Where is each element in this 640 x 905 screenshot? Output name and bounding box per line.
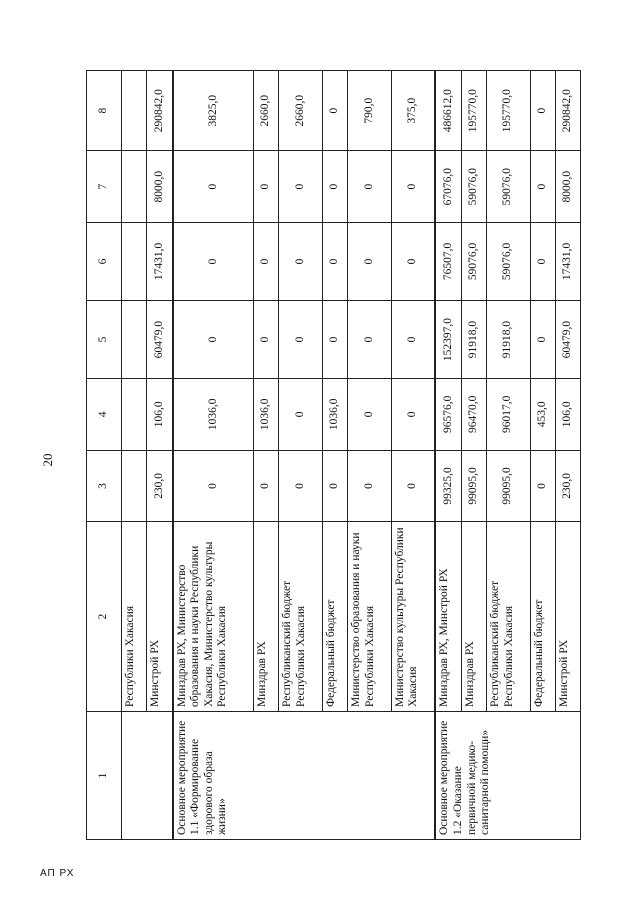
value-cell: 0 [279,151,323,223]
table-row [435,71,461,840]
value-cell: 0 [391,450,435,522]
value-cell: 59076,0 [461,151,486,223]
value-cell: 0 [322,300,347,378]
value-cell: 0 [254,151,279,223]
value-cell: 17431,0 [555,222,580,300]
value-cell: 1036,0 [173,379,254,451]
value-cell: 0 [322,71,347,151]
source-cell: Республиканский бюджет Республики Хакасия [279,522,323,712]
value-cell: 60479,0 [555,300,580,378]
value-cell: 790,0 [348,71,392,151]
value-cell: 290842,0 [555,71,580,151]
value-cell: 91918,0 [461,300,486,378]
value-cell: 0 [348,379,392,451]
value-cell: 3825,0 [173,71,254,151]
activity-cell: Основное мероприятие 1.1 «Формирование здорового образа жизни» [173,712,436,840]
value-cell: 96576,0 [435,379,461,451]
table-row [122,71,147,840]
source-cell: Минздрав РХ, Министерство образования и науки Республики Хакасия, Министерство культуры Республики Хакасия [173,522,254,712]
value-cell: 106,0 [147,379,173,451]
value-cell: 0 [530,151,555,223]
value-cell: 0 [254,222,279,300]
value-cell: 0 [530,450,555,522]
value-cell: 195770,0 [461,71,486,151]
col-header-5: 5 [87,300,122,378]
value-cell: 0 [391,222,435,300]
value-cell: 230,0 [555,450,580,522]
value-cell: 0 [173,450,254,522]
value-cell: 59076,0 [486,222,530,300]
value-cell: 0 [279,379,323,451]
value-cell: 0 [391,151,435,223]
value-cell: 0 [348,450,392,522]
value-cell: 1036,0 [254,379,279,451]
value-cell: 0 [348,151,392,223]
col-header-6: 6 [87,222,122,300]
value-cell [122,450,147,522]
value-cell: 195770,0 [486,71,530,151]
value-cell: 8000,0 [555,151,580,223]
source-cell: Федеральный бюджет [530,522,555,712]
value-cell: 99095,0 [461,450,486,522]
value-cell: 1036,0 [322,379,347,451]
value-cell: 0 [173,300,254,378]
value-cell: 99325,0 [435,450,461,522]
page-number: 20 [40,453,55,467]
value-cell: 230,0 [147,450,173,522]
value-cell: 99095,0 [486,450,530,522]
value-cell [122,151,147,223]
source-cell: Республиканский бюджет Республики Хакасия [486,522,530,712]
value-cell: 59076,0 [461,222,486,300]
col-header-7: 7 [87,151,122,223]
col-header-8: 8 [87,71,122,151]
value-cell: 8000,0 [147,151,173,223]
source-cell: Минздрав РХ [254,522,279,712]
value-cell: 59076,0 [486,151,530,223]
value-cell: 60479,0 [147,300,173,378]
value-cell: 0 [173,222,254,300]
value-cell: 0 [348,300,392,378]
value-cell: 2660,0 [254,71,279,151]
value-cell: 91918,0 [486,300,530,378]
value-cell: 0 [391,379,435,451]
source-cell: Республики Хакасия [122,522,147,712]
value-cell: 0 [279,222,323,300]
value-cell: 152397,0 [435,300,461,378]
value-cell: 96017,0 [486,379,530,451]
value-cell: 0 [530,71,555,151]
footer-mark: АП РХ [40,868,75,879]
col-header-4: 4 [87,379,122,451]
activity-cell [122,712,173,840]
col-header-1: 1 [87,712,122,840]
activity-cell: Основное мероприятие 1.2 «Оказание первичной медико-санитарной помощи» [435,712,580,840]
value-cell: 0 [530,300,555,378]
value-cell: 67076,0 [435,151,461,223]
source-cell: Федеральный бюджет [322,522,347,712]
source-cell: Минстрой РХ [147,522,173,712]
value-cell: 0 [254,300,279,378]
col-header-2: 2 [87,522,122,712]
budget-table [86,70,581,840]
value-cell: 0 [322,151,347,223]
source-cell: Минстрой РХ [555,522,580,712]
value-cell: 0 [322,222,347,300]
value-cell: 2660,0 [279,71,323,151]
value-cell: 0 [279,450,323,522]
value-cell [122,222,147,300]
value-cell: 290842,0 [147,71,173,151]
rotated-table-container [86,70,581,840]
value-cell: 0 [322,450,347,522]
table-header-row [87,71,122,840]
value-cell: 0 [348,222,392,300]
source-cell: Минздрав РХ, Минстрой РХ [435,522,461,712]
value-cell [122,300,147,378]
source-cell: Минздрав РХ [461,522,486,712]
table-row [173,71,254,840]
col-header-3: 3 [87,450,122,522]
value-cell: 106,0 [555,379,580,451]
value-cell: 0 [279,300,323,378]
source-cell: Министерство культуры Республики Хакасия [391,522,435,712]
value-cell [122,71,147,151]
value-cell: 0 [391,300,435,378]
value-cell: 0 [254,450,279,522]
value-cell: 375,0 [391,71,435,151]
value-cell [122,379,147,451]
value-cell: 486612,0 [435,71,461,151]
value-cell: 0 [530,222,555,300]
value-cell: 96470,0 [461,379,486,451]
value-cell: 453,0 [530,379,555,451]
source-cell: Министерство образования и науки Республики Хакасия [348,522,392,712]
value-cell: 17431,0 [147,222,173,300]
value-cell: 0 [173,151,254,223]
value-cell: 76507,0 [435,222,461,300]
